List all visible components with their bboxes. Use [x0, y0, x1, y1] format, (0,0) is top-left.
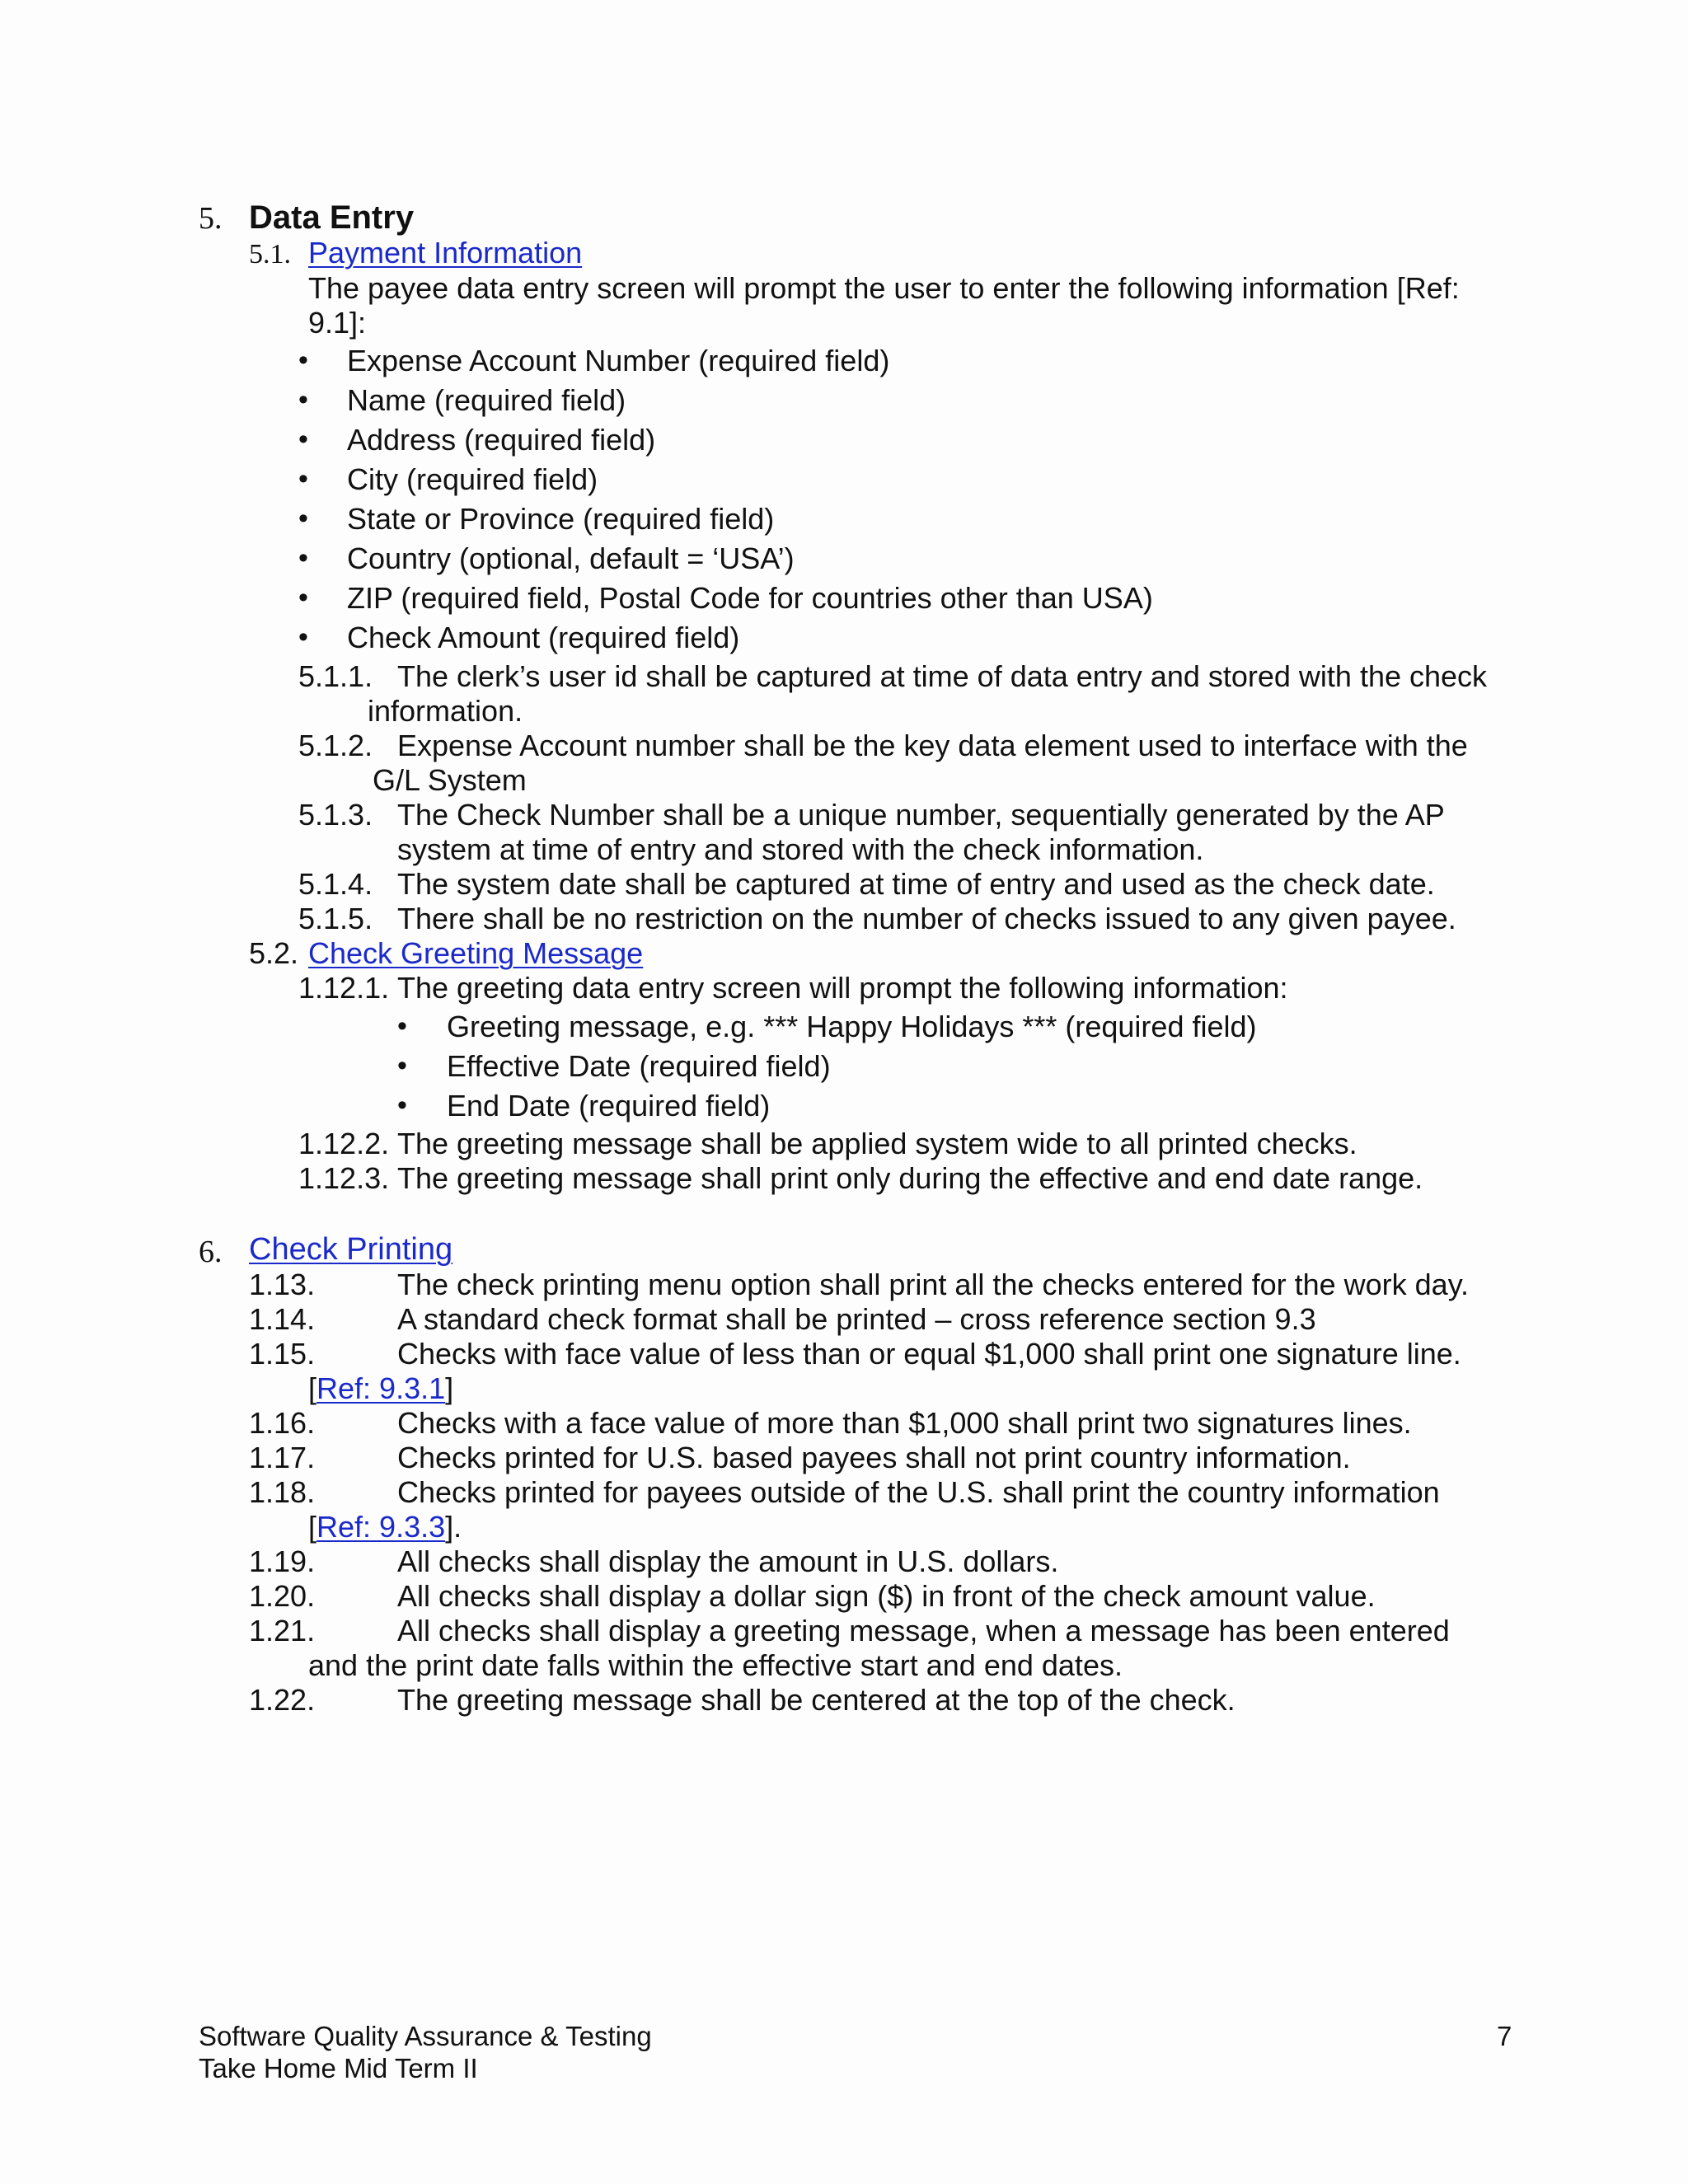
item-text: Checks with face value of less than or equal $1,000 shall print one signature line. [397, 1337, 1461, 1371]
footer-course-title: Software Quality Assurance & Testing [199, 2021, 652, 2051]
ref-bracket: [ [308, 1510, 317, 1544]
item-number: 1.17. [249, 1441, 316, 1474]
item-text: All checks shall display the amount in U.S. dollars. [397, 1544, 1059, 1578]
check-printing-link[interactable]: Check Printing [249, 1232, 453, 1267]
item-number: 5.1.2. [298, 729, 373, 762]
ref-bracket: ]. [445, 1510, 462, 1544]
ref-9-3-3-link[interactable]: Ref: 9.3.3 [316, 1510, 446, 1544]
bullet-icon: • [397, 1050, 407, 1081]
list-item: State or Province (required field) [347, 502, 775, 536]
item-text: The greeting message shall be centered at the top of the check. [397, 1683, 1236, 1717]
bullet-icon: • [298, 463, 308, 494]
item-number: 5.1.1. [298, 659, 373, 693]
list-item: Greeting message, e.g. *** Happy Holidays *** (required field) [447, 1010, 1257, 1043]
bullet-icon: • [298, 503, 308, 534]
item-text: All checks shall display a dollar sign ($) in front of the check amount value. [397, 1579, 1376, 1613]
item-number: 1.16. [249, 1406, 316, 1440]
item-text: The greeting data entry screen will prompt the following information: [397, 971, 1288, 1005]
item-text-cont: G/L System [373, 763, 527, 797]
list-item: Name (required field) [347, 383, 626, 417]
ref-bracket: ] [445, 1371, 454, 1405]
item-text: Checks printed for U.S. based payees shall not print country information. [397, 1441, 1351, 1474]
item-number: 1.12.1. [298, 971, 390, 1005]
item-text: Checks with a face value of more than $1,000 shall print two signatures lines. [397, 1406, 1412, 1440]
list-item: City (required field) [347, 462, 598, 496]
reference [308, 1371, 454, 1405]
payment-intro-line1: The payee data entry screen will prompt the user to enter the following information [Ref: [308, 271, 1460, 305]
item-text: All checks shall display a greeting message, when a message has been entered [397, 1614, 1450, 1647]
item-number: 1.13. [249, 1268, 316, 1301]
item-number: 1.12.2. [298, 1127, 390, 1160]
payment-information-link[interactable]: Payment Information [308, 236, 583, 269]
item-number: 1.14. [249, 1302, 316, 1336]
item-text-cont: and the print date falls within the effective start and end dates. [308, 1648, 1123, 1682]
item-number: 1.20. [249, 1579, 316, 1613]
page-number: 7 [1497, 2021, 1512, 2051]
item-text: The system date shall be captured at time of entry and used as the check date. [397, 867, 1435, 901]
list-item: ZIP (required field, Postal Code for countries other than USA) [347, 581, 1153, 615]
item-text: Checks printed for payees outside of the U.S. shall print the country information [397, 1475, 1440, 1509]
bullet-icon: • [298, 542, 308, 574]
item-number: 1.15. [249, 1337, 316, 1371]
check-greeting-message-link[interactable]: Check Greeting Message [308, 936, 644, 970]
item-number: 5.1.5. [298, 902, 373, 935]
payment-intro-line2: 9.1]: [308, 306, 367, 340]
item-text: The greeting message shall be applied system wide to all printed checks. [397, 1127, 1357, 1160]
bullet-icon: • [298, 424, 308, 455]
list-item: Expense Account Number (required field) [347, 344, 890, 377]
item-number: 1.22. [249, 1683, 316, 1717]
reference [308, 1512, 462, 1542]
bullet-icon: • [397, 1090, 407, 1121]
item-text: A standard check format shall be printed – cross reference section 9.3 [397, 1302, 1316, 1336]
bullet-icon: • [298, 384, 308, 415]
list-item: Address (required field) [347, 423, 656, 457]
bullet-icon: • [298, 621, 308, 653]
section-5-1-number: 5.1. [249, 239, 291, 269]
list-item: End Date (required field) [447, 1089, 771, 1122]
list-item: Check Amount (required field) [347, 621, 740, 654]
bullet-icon: • [298, 344, 308, 376]
list-item: Country (optional, default = ‘USA’) [347, 541, 795, 575]
ref-9-3-1-link[interactable]: Ref: 9.3.1 [316, 1371, 446, 1405]
item-number: 1.18. [249, 1475, 316, 1509]
item-text: The clerk’s user id shall be captured at time of data entry and stored with the check [397, 659, 1488, 693]
item-text-cont: information. [368, 694, 523, 728]
ref-bracket: [ [308, 1371, 317, 1405]
item-number: 5.1.4. [298, 867, 373, 901]
item-number: 1.21. [249, 1614, 316, 1647]
item-number: 5.1.3. [298, 798, 373, 832]
item-text-cont: system at time of entry and stored with the check information. [397, 832, 1204, 866]
section-5-title: Data Entry [249, 199, 415, 236]
footer-doc-title: Take Home Mid Term II [199, 2053, 478, 2083]
item-text: Expense Account number shall be the key data element used to interface with the [397, 729, 1468, 762]
item-number: 1.12.3. [298, 1161, 390, 1195]
list-item: Effective Date (required field) [447, 1049, 831, 1083]
item-text: The greeting message shall print only during the effective and end date range. [397, 1161, 1423, 1195]
section-6-number: 6. [199, 1235, 223, 1269]
bullet-icon: • [397, 1010, 407, 1042]
section-5-2-number: 5.2. [249, 936, 299, 970]
item-text: The check printing menu option shall print all the checks entered for the work day. [397, 1268, 1470, 1301]
section-5-number: 5. [199, 201, 223, 236]
bullet-icon: • [298, 582, 308, 613]
item-number: 1.19. [249, 1544, 316, 1578]
item-text: There shall be no restriction on the number of checks issued to any given payee. [397, 902, 1456, 935]
item-text: The Check Number shall be a unique number, sequentially generated by the AP [397, 798, 1445, 832]
